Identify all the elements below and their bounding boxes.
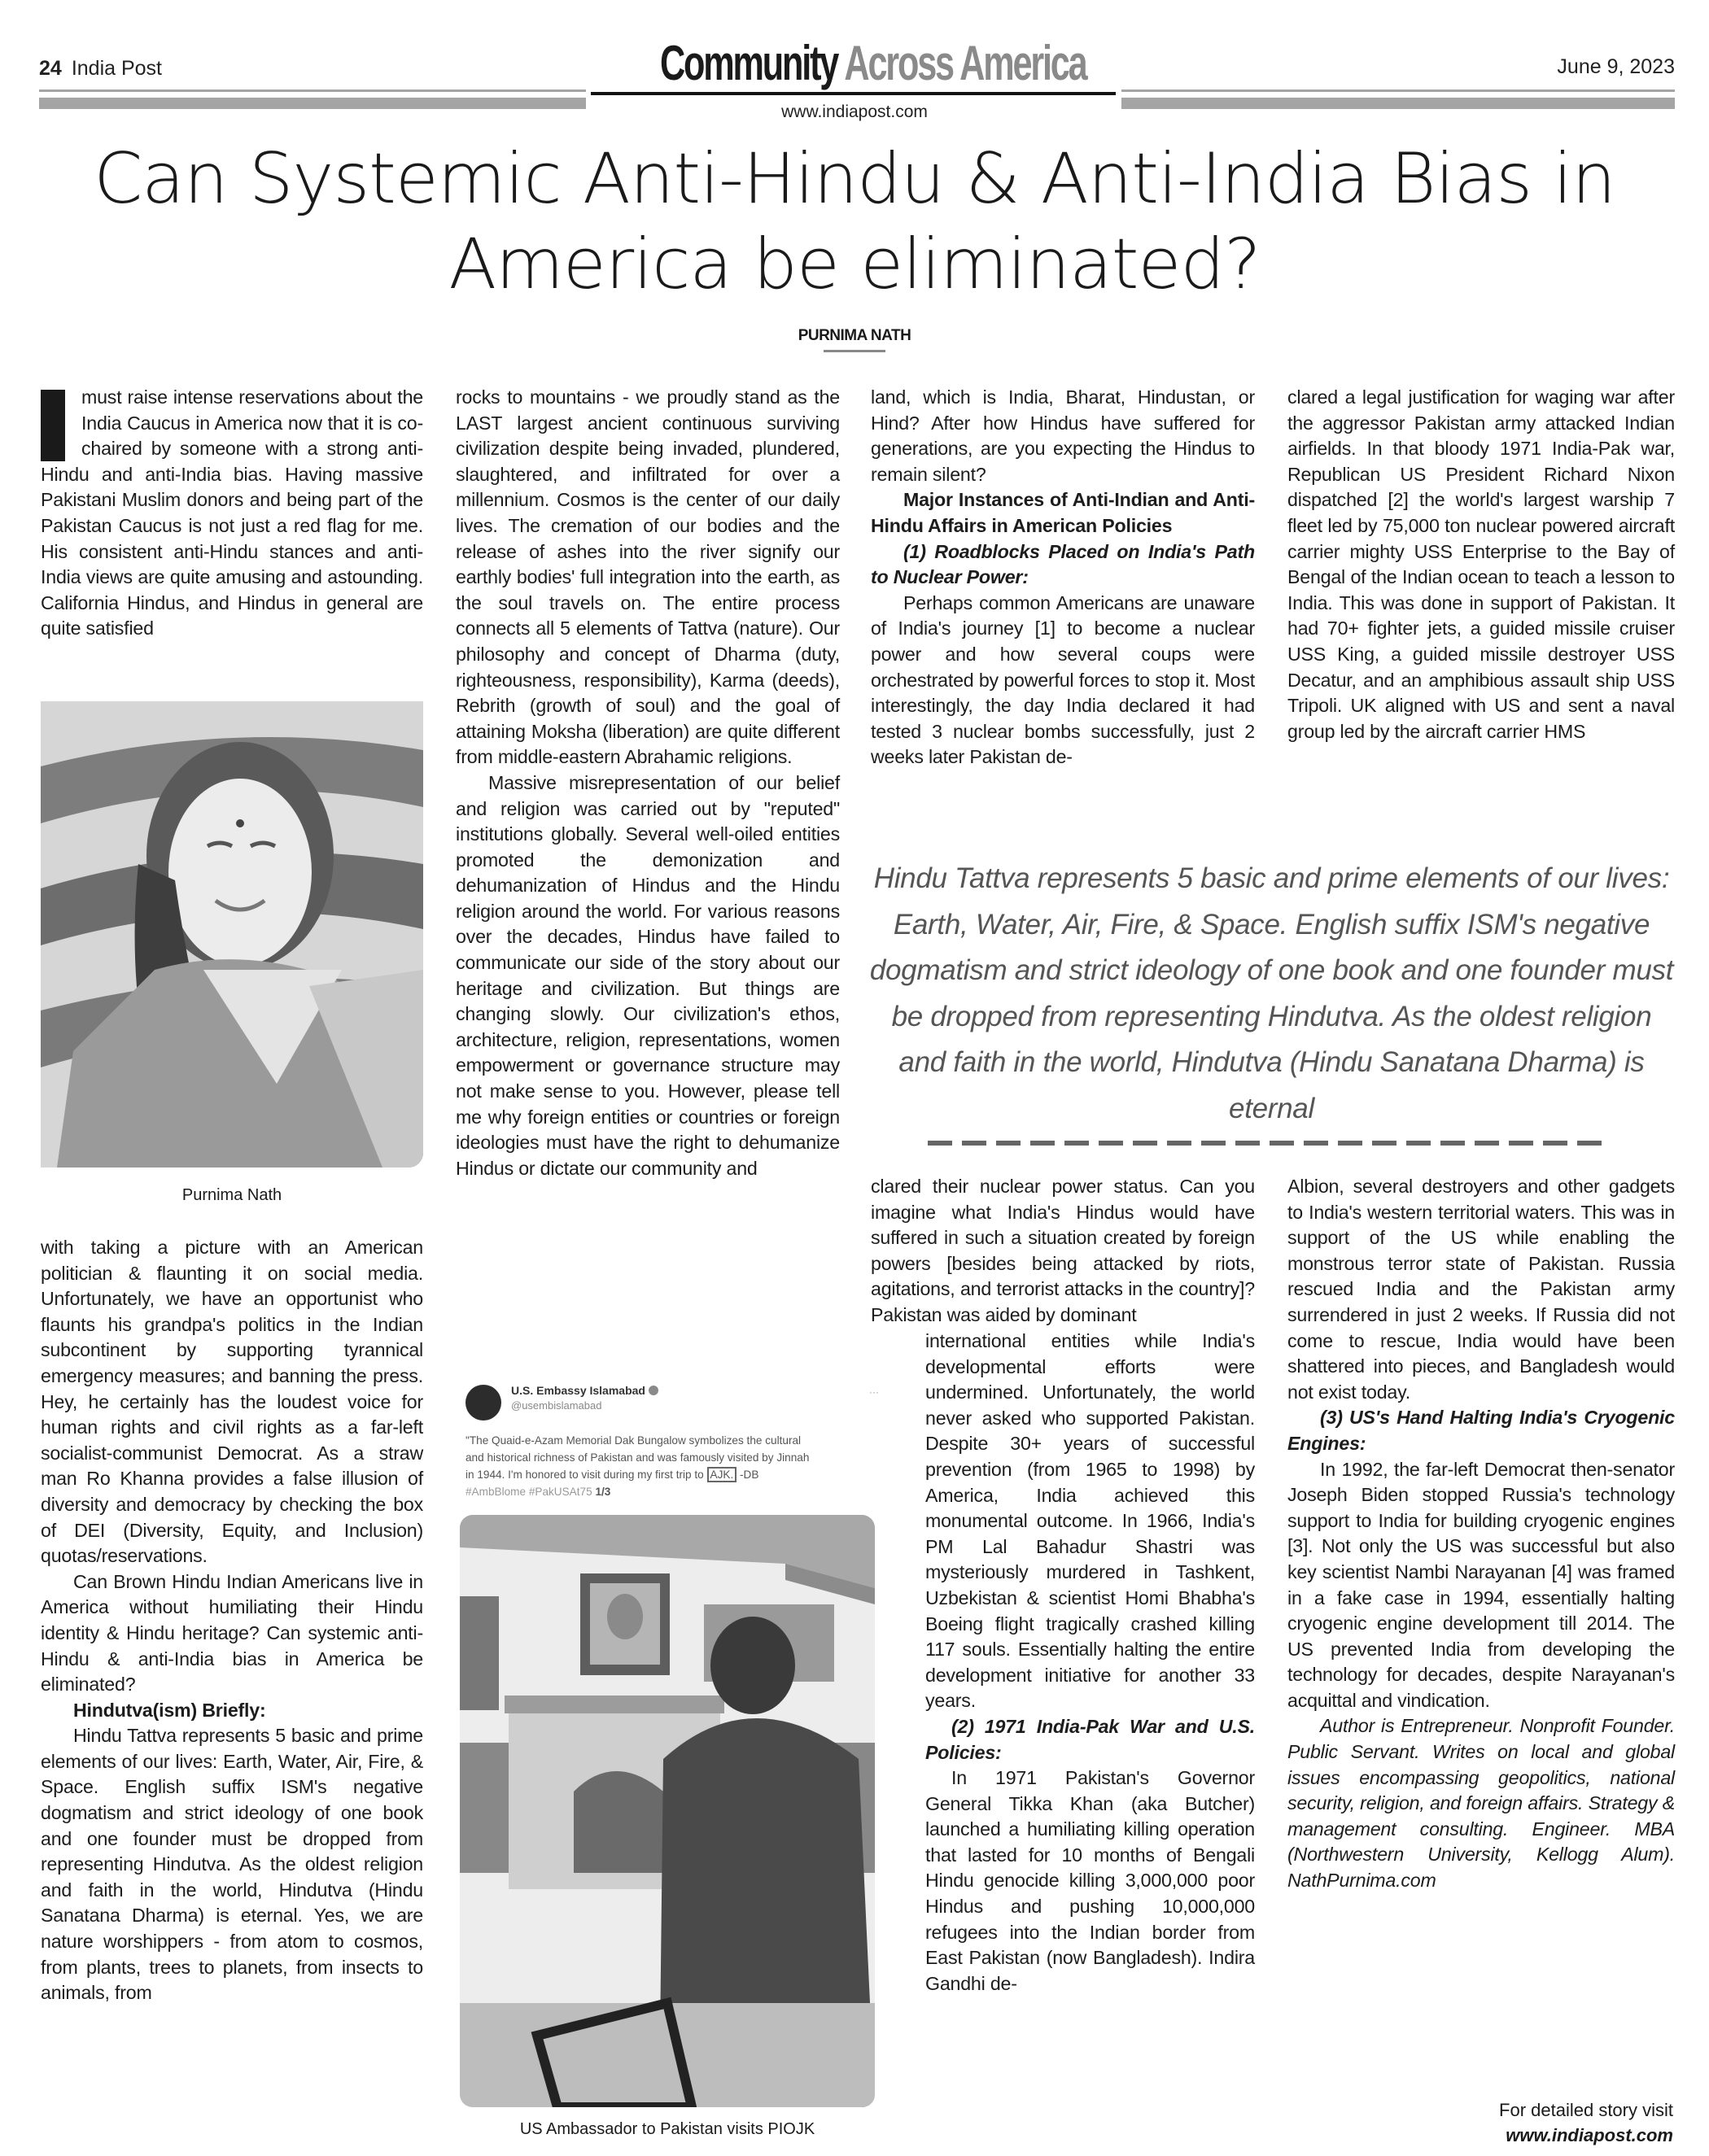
more-options-icon: ··· <box>869 1386 879 1398</box>
verified-badge-icon <box>649 1386 658 1395</box>
tweet-account-name <box>511 1384 658 1397</box>
page-folio <box>39 57 162 81</box>
photo-caption: US Ambassador to Pakistan visits PIOJK <box>519 2120 815 2138</box>
byline-underline <box>824 350 885 352</box>
author-portrait <box>41 701 423 1167</box>
paragraph: In 1971 Pakistan's Governor General Tikka Khan (aka Butcher) launched a humiliating killing operation that lasted for 10 months of Bengali Hindu genocide killing 3,000,000 poor Hindus and pushing 10,000,000 refugees into the Indian border from East Pakistan (now Bangladesh). Indira Gandhi de- <box>925 1767 1255 1994</box>
ambassador-photo <box>460 1515 875 2107</box>
tweet-line-3-text: in 1944. I'm honored to visit during my first trip to <box>465 1469 707 1481</box>
detailed-story-note <box>1383 2097 1673 2148</box>
paragraph: Can Brown Hindu Indian Americans live in America without humiliating their Hindu identity & Hindu heritage? Can systemic anti-Hindu & anti-India bias in America be eliminated? <box>41 1570 423 1696</box>
account-name-text: U.S. Embassy Islamabad <box>511 1384 645 1397</box>
tweet-signoff: -DB <box>736 1469 759 1481</box>
tweet-line-4 <box>465 1483 881 1500</box>
column-2 <box>456 385 840 1181</box>
masthead-across-america: Across America <box>844 36 1086 90</box>
section-heading-major-instances: Major Instances of Anti-Indian and Anti-Hindu Affairs in American Policies <box>871 489 1255 536</box>
author-bio: Author is Entrepreneur. Nonprofit Founder. Public Servant. Writes on local and global issues encompassing geopolitics, national security, religion, and foreign affairs. Strategy & management consulting. Engineer. MBA (Northwestern University, Kellogg Alum). NathPurnima.com <box>1287 1715 1675 1892</box>
paragraph: In 1992, the far-left Democrat then-senator Joseph Biden stopped Russia's technology support to India for building cryogenic engines [3]. Not only the US was successful but also key scientist Nambi Narayanan [4] was framed in a fake case in 1994, essentially halting cryogenic engine development till 2014. The US prevented India from developing the technology for decades, despite Narayanan's acquittal and vindication. <box>1287 1458 1675 1711</box>
tweet-line-2: and historical richness of Pakistan and was famously visited by Jinnah <box>465 1451 810 1464</box>
paragraph: Hindu Tattva represents 5 basic and prime elements of our lives: Earth, Water, Air, Fire, & Space. English suffix ISM's negative dogmatism and strict ideology of one book and one founder must be dropped from representing Hindutva. As the oldest religion and faith in the world, Hindutva (Hindu Sanatana Dharma) is eternal. Yes, we are nature worshippers - from atom to cosmos, from plants, trees to planets, from insects to animals, from <box>41 1725 423 2004</box>
paragraph-continued: rocks to mountains - we proudly stand as the LAST largest ancient continuous surviving civilization despite being invaded, plundered, slaughtered, and infiltrated for over a millennium. Cosmos is the center of our daily lives. The cremation of our bodies and the release of ashes into the river signify our earthly bodies' full integration into the earth, as the soul travels on. The entire process connects all 5 elements of Tattva (nature). Our philosophy and concept of Dharma (duty, righteousness, responsibility), Karma (deeds), Rebrith (growth of soul) and the goal of attaining Moksha (liberation) are quite different from middle-eastern Abrahamic religions. <box>456 386 840 768</box>
publication-name: India Post <box>71 57 162 80</box>
header-rule-left-thick <box>39 98 586 109</box>
paragraph-continued: Albion, several destroyers and other gadgets to India's western territorial waters. This was in support of the US while enabling the monstrous terror state of Pakistan. Russia rescued India and the Pakistan army surrendered in just 2 weeks. If Russia did not come to rescue, India would have been shattered into pieces, and Bangladesh would not exist today. <box>1287 1176 1675 1403</box>
tweet-handle: @usembislamabad <box>511 1399 602 1412</box>
column-3-middle <box>871 1174 1255 1329</box>
paragraph-continued: clared their nuclear power status. Can you imagine what India's Hindus would have suffered in such a situation created by foreign powers [besides being attacked by riots, agitations, and terrorist attacks in the country]? Pakistan was aided by dominant <box>871 1176 1255 1325</box>
page-number: 24 <box>39 57 62 80</box>
masthead-community: Community <box>660 36 838 90</box>
column-1-bottom <box>41 1235 423 2006</box>
header-rule-right-thick <box>1121 98 1675 109</box>
paragraph-continued: international entities while India's developmental efforts were undermined. Unfortunately, the world never asked who supported Pakistan. Despite 30+ years of successful prevention (from 1965 to 1998) by America, India achieved this monumental outcome. In 1966, India's PM Lal Bahadur Shastri was mysteriously murdered in Tashkent, Uzbekistan & scientist Homi Bhabha's Boeing flight tragically crashed killing 117 souls. Essentially halting the entire development initiative for another 33 years. <box>925 1330 1255 1712</box>
footer-website-link[interactable]: www.indiapost.com <box>1506 2125 1673 2145</box>
headline-line-2: America be eliminated? <box>448 224 1261 305</box>
byline: PURNIMA NATH <box>798 327 911 344</box>
highlighted-ajk: AJK. <box>707 1467 737 1482</box>
subheading-cryogenic-engines: (3) US's Hand Halting India's Cryogenic Engines: <box>1287 1407 1675 1454</box>
header-rule-right-thin <box>1121 89 1675 92</box>
portrait-illustration <box>41 701 423 1167</box>
column-3-top <box>871 385 1255 770</box>
article-headline <box>33 137 1676 308</box>
ambassador-photo-illustration <box>460 1515 875 2107</box>
portrait-caption: Purnima Nath <box>181 1186 282 1204</box>
embassy-avatar <box>465 1385 501 1421</box>
paragraph-continued: with taking a picture with an American politician & flaunting it on social media. Unfortunately, we have an opportunist who flaunts his grandpa's politics in the Indian subcontinent by supporting tyrannical emergency measures; and banning the press. Hey, he certainly has the loudest voice for human rights and civil rights as a far-left socialist-communist Democrat. As a straw man Ro Khanna provides a false illusion of diversity and democracy by checking the box of DEI (Diversity, Equity, and Inclusion) quotas/reservations. <box>41 1237 423 1567</box>
tweet-line-1: "The Quaid-e-Azam Memorial Dak Bungalow symbolizes the cultural <box>465 1434 802 1447</box>
paragraph: Perhaps common Americans are unaware of India's journey [1] to become a nuclear power and how several coups were orchestrated by powerful forces to stop it. Most interestingly, the day India declared it had tested 3 nuclear bombs successfully, just 2 weeks later Pakistan de- <box>871 591 1255 768</box>
section-heading-hindutva: Hindutva(ism) Briefly: <box>73 1699 266 1721</box>
paragraph: Massive misrepresentation of our belief and religion was carried out by "reputed" institutions globally. Several well-oiled entities promoted the demonization and dehumanization of Hindus and the Hindu religion around the world. For various reasons over the decades, Hindus have failed to communicate our side of the story about our heritage and civilization. But things are changing slowly. Our civilization's ethos, architecture, religion, representations, women empowerment or governance structure may not make sense to you. However, please tell me why foreign entities or countries or foreign ideologies must have the right to dehumanize Hindus or dictate our community and <box>456 771 840 1179</box>
issue-date: June 9, 2023 <box>1557 55 1675 78</box>
column-4-bottom <box>1287 1174 1675 1894</box>
thread-count: 1/3 <box>595 1486 611 1498</box>
column-4-top <box>1287 385 1675 744</box>
pull-quote: Hindu Tattva represents 5 basic and prime elements of our lives: Earth, Water, Air, Fire, & Space. English suffix ISM's negative dogmatism and strict ideology of one book and one founder must be dropped from representing Hindutva. As the oldest religion and faith in the world, Hindutva (Hindu Sanatana Dharma) is eternal <box>869 862 1674 1124</box>
column-3-bottom <box>925 1329 1255 1997</box>
column-1-top <box>41 385 423 690</box>
tweet-hashtags: #AmbBlome #PakUSAt75 <box>465 1486 592 1498</box>
header-rule-left-thin <box>39 89 586 92</box>
intro-paragraph: must raise intense reservations about the India Caucus in America now that it is co-chaired by someone with a strong anti-Hindu and anti-India bias. Having massive Pakistani Muslim donors and being part of the Pakistan Caucus is not just a red flag for me. His consistent anti-Hindu stances and anti-India views are quite amusing and astounding. California Hindus, and Hindus in general are quite satisfied <box>41 386 423 639</box>
paragraph-continued: clared a legal justification for waging war after the aggressor Pakistan army attacked Indian airfields. In that bloody 1971 India-Pak war, Republican US President Richard Nixon dispatched [2] the world's largest warship 7 fleet led by 75,000 ton nuclear powered aircraft carrier mighty USS Enterprise to the Bay of Bengal of the Indian ocean to teach a lesson to India. This was done in support of Pakistan. It had 70+ fighter jets, a guided missile cruiser USS King, a guided missile destroyer USS Decatur, and an amphibious assault ship USS Tripoli. UK aligned with US and sent a naval group led by the aircraft carrier HMS <box>1287 386 1675 742</box>
subheading-1971-war: (2) 1971 India-Pak War and U.S. Policies: <box>925 1715 1255 1763</box>
website-link[interactable]: www.indiapost.com <box>781 103 928 121</box>
section-masthead <box>660 36 1086 90</box>
drop-cap-I <box>41 390 65 461</box>
headline-line-1: Can Systemic Anti-Hindu & Anti-India Bias in <box>94 138 1615 220</box>
paragraph-continued: land, which is India, Bharat, Hindustan, or Hind? After how Hindus have suffered for generations, are you expecting the Hindus to remain silent? <box>871 386 1255 485</box>
header-rule-center <box>591 92 1116 95</box>
tweet-text <box>465 1432 881 1500</box>
embedded-tweet <box>456 1373 879 1504</box>
pull-quote-dashed-rule <box>928 1141 1611 1146</box>
subheading-nuclear-power: (1) Roadblocks Placed on India's Path to Nuclear Power: <box>871 540 1255 588</box>
tweet-line-3 <box>465 1466 881 1483</box>
footer-note-text: For detailed story visit <box>1499 2100 1673 2120</box>
